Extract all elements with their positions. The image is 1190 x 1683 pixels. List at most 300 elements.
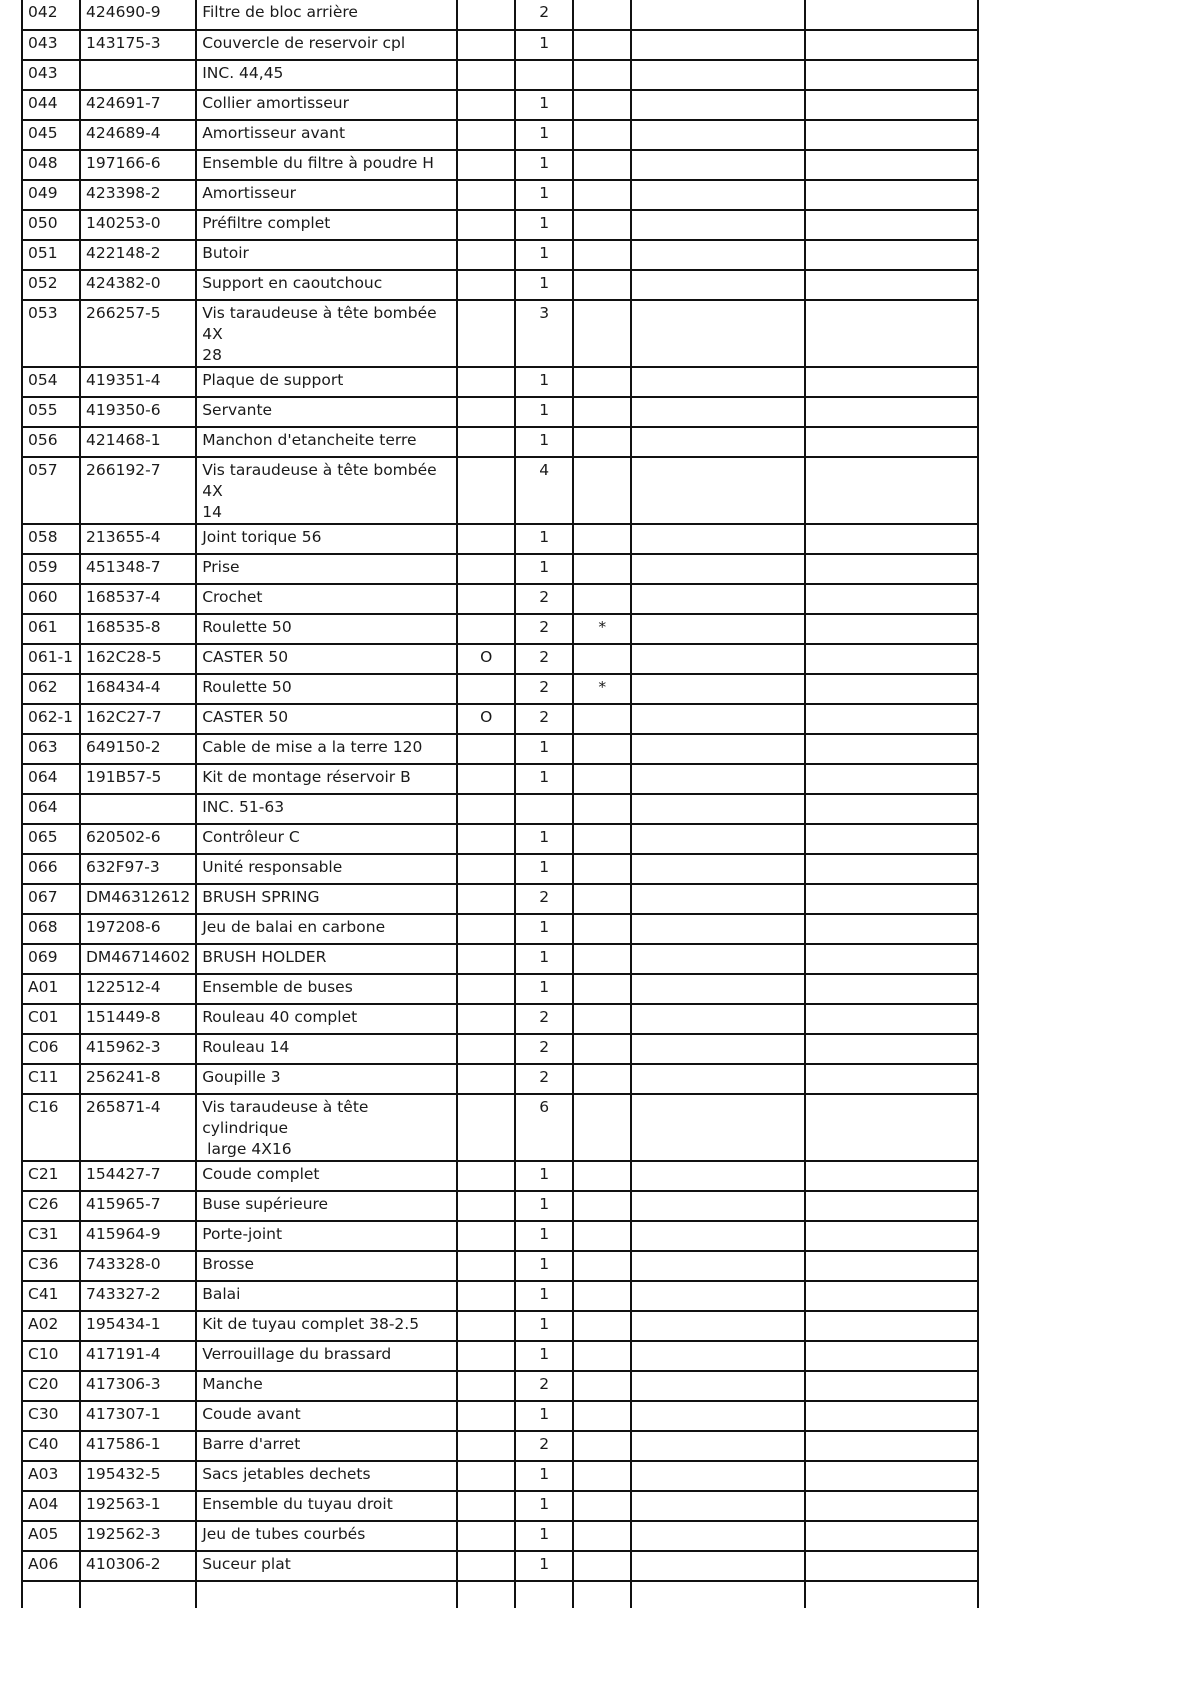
remarks-cell [805, 1161, 978, 1191]
part-number-cell: 266257-5 [80, 300, 196, 367]
quantity-cell: 4 [515, 457, 573, 524]
option-cell [457, 614, 515, 644]
marker-cell [573, 1064, 631, 1094]
marker-cell [573, 1161, 631, 1191]
description-cell: Préfiltre complet [196, 210, 457, 240]
table-row [22, 1521, 978, 1551]
quantity-cell: 1 [515, 270, 573, 300]
notes-cell [631, 734, 805, 764]
remarks-cell [805, 1281, 978, 1311]
item-number-cell: 045 [22, 120, 80, 150]
option-cell [457, 1371, 515, 1401]
option-cell [457, 1551, 515, 1581]
marker-cell [573, 1281, 631, 1311]
item-number-cell: A02 [22, 1311, 80, 1341]
description-cell: CASTER 50 [196, 704, 457, 734]
option-cell [457, 974, 515, 1004]
item-number-cell: C31 [22, 1221, 80, 1251]
remarks-cell [805, 1034, 978, 1064]
marker-cell [573, 427, 631, 457]
part-number-cell: 197208-6 [80, 914, 196, 944]
description-cell [196, 1581, 457, 1608]
table-row [22, 1034, 978, 1064]
description-cell: Support en caoutchouc [196, 270, 457, 300]
part-number-cell: 162C27-7 [80, 704, 196, 734]
notes-cell [631, 614, 805, 644]
part-number-cell: 162C28-5 [80, 644, 196, 674]
description-cell: Unité responsable [196, 854, 457, 884]
marker-cell [573, 180, 631, 210]
description-cell: Buse supérieure [196, 1191, 457, 1221]
marker-cell [573, 854, 631, 884]
table-row [22, 974, 978, 1004]
part-number-cell: 168537-4 [80, 584, 196, 614]
item-number-cell: 064 [22, 794, 80, 824]
remarks-cell [805, 1094, 978, 1161]
table-row [22, 1431, 978, 1461]
description-cell: INC. 51-63 [196, 794, 457, 824]
option-cell [457, 1034, 515, 1064]
marker-cell [573, 1521, 631, 1551]
table-row [22, 457, 978, 524]
item-number-cell: A06 [22, 1551, 80, 1581]
description-cell: Manchon d'etancheite terre [196, 427, 457, 457]
notes-cell [631, 1521, 805, 1551]
quantity-cell: 1 [515, 150, 573, 180]
part-number-cell: 192563-1 [80, 1491, 196, 1521]
marker-cell [573, 1431, 631, 1461]
table-row [22, 240, 978, 270]
marker-cell [573, 974, 631, 1004]
option-cell [457, 180, 515, 210]
quantity-cell: 2 [515, 614, 573, 644]
remarks-cell [805, 30, 978, 60]
quantity-cell: 2 [515, 1371, 573, 1401]
item-number-cell: C20 [22, 1371, 80, 1401]
marker-cell [573, 120, 631, 150]
table-row [22, 1581, 978, 1608]
description-cell: Sacs jetables dechets [196, 1461, 457, 1491]
description-cell: CASTER 50 [196, 644, 457, 674]
option-cell [457, 240, 515, 270]
quantity-cell: 1 [515, 1401, 573, 1431]
notes-cell [631, 644, 805, 674]
option-cell [457, 794, 515, 824]
option-cell [457, 1251, 515, 1281]
table-row [22, 1094, 978, 1161]
marker-cell [573, 1191, 631, 1221]
remarks-cell [805, 1551, 978, 1581]
table-row [22, 1461, 978, 1491]
notes-cell [631, 457, 805, 524]
option-cell [457, 150, 515, 180]
table-row [22, 180, 978, 210]
remarks-cell [805, 584, 978, 614]
option-cell [457, 427, 515, 457]
table-row [22, 674, 978, 704]
table-row [22, 1341, 978, 1371]
table-row [22, 1281, 978, 1311]
item-number-cell: C16 [22, 1094, 80, 1161]
description-cell: BRUSH HOLDER [196, 944, 457, 974]
description-cell: Manche [196, 1371, 457, 1401]
table-row [22, 210, 978, 240]
part-number-cell: 191B57-5 [80, 764, 196, 794]
table-row [22, 944, 978, 974]
marker-cell: * [573, 674, 631, 704]
quantity-cell: 6 [515, 1094, 573, 1161]
notes-cell [631, 524, 805, 554]
item-number-cell: 053 [22, 300, 80, 367]
option-cell [457, 1341, 515, 1371]
marker-cell [573, 824, 631, 854]
part-number-cell: 213655-4 [80, 524, 196, 554]
item-number-cell: 068 [22, 914, 80, 944]
part-number-cell: 168434-4 [80, 674, 196, 704]
remarks-cell [805, 944, 978, 974]
item-number-cell: 064 [22, 764, 80, 794]
description-cell: Crochet [196, 584, 457, 614]
description-cell: Couvercle de reservoir cpl [196, 30, 457, 60]
remarks-cell [805, 854, 978, 884]
table-row [22, 1251, 978, 1281]
marker-cell [573, 554, 631, 584]
marker-cell [573, 90, 631, 120]
notes-cell [631, 1581, 805, 1608]
quantity-cell: 1 [515, 240, 573, 270]
marker-cell [573, 1221, 631, 1251]
description-cell: Balai [196, 1281, 457, 1311]
quantity-cell: 1 [515, 1161, 573, 1191]
parts-list-table [21, 0, 979, 1608]
remarks-cell [805, 397, 978, 427]
marker-cell [573, 884, 631, 914]
notes-cell [631, 1491, 805, 1521]
option-cell [457, 884, 515, 914]
part-number-cell: 151449-8 [80, 1004, 196, 1034]
table-row [22, 884, 978, 914]
quantity-cell: 1 [515, 1491, 573, 1521]
description-cell: Coude avant [196, 1401, 457, 1431]
part-number-cell: 417586-1 [80, 1431, 196, 1461]
description-cell: Collier amortisseur [196, 90, 457, 120]
part-number-cell: 424382-0 [80, 270, 196, 300]
remarks-cell [805, 764, 978, 794]
item-number-cell: C40 [22, 1431, 80, 1461]
notes-cell [631, 974, 805, 1004]
notes-cell [631, 1221, 805, 1251]
quantity-cell: 2 [515, 1064, 573, 1094]
notes-cell [631, 30, 805, 60]
table-row [22, 704, 978, 734]
notes-cell [631, 120, 805, 150]
table-row [22, 1004, 978, 1034]
notes-cell [631, 60, 805, 90]
table-row [22, 794, 978, 824]
remarks-cell [805, 1401, 978, 1431]
remarks-cell [805, 1431, 978, 1461]
remarks-cell [805, 1064, 978, 1094]
quantity-cell [515, 794, 573, 824]
description-cell: BRUSH SPRING [196, 884, 457, 914]
table-row [22, 764, 978, 794]
remarks-cell [805, 210, 978, 240]
notes-cell [631, 240, 805, 270]
remarks-cell [805, 884, 978, 914]
part-number-cell: 192562-3 [80, 1521, 196, 1551]
part-number-cell: 410306-2 [80, 1551, 196, 1581]
option-cell [457, 270, 515, 300]
marker-cell [573, 457, 631, 524]
table-row [22, 914, 978, 944]
marker-cell [573, 397, 631, 427]
quantity-cell: 1 [515, 524, 573, 554]
description-cell: Plaque de support [196, 367, 457, 397]
table-row [22, 367, 978, 397]
remarks-cell [805, 60, 978, 90]
notes-cell [631, 1094, 805, 1161]
marker-cell [573, 367, 631, 397]
part-number-cell: 415964-9 [80, 1221, 196, 1251]
part-number-cell: 417307-1 [80, 1401, 196, 1431]
marker-cell [573, 764, 631, 794]
option-cell [457, 60, 515, 90]
table-row [22, 90, 978, 120]
description-cell: Rouleau 40 complet [196, 1004, 457, 1034]
quantity-cell: 1 [515, 1311, 573, 1341]
table-row [22, 1401, 978, 1431]
item-number-cell [22, 1581, 80, 1608]
notes-cell [631, 1341, 805, 1371]
description-cell: Barre d'arret [196, 1431, 457, 1461]
option-cell [457, 30, 515, 60]
part-number-cell: 632F97-3 [80, 854, 196, 884]
part-number-cell: 649150-2 [80, 734, 196, 764]
table-row [22, 824, 978, 854]
notes-cell [631, 1401, 805, 1431]
notes-cell [631, 1371, 805, 1401]
quantity-cell: 3 [515, 300, 573, 367]
remarks-cell [805, 674, 978, 704]
item-number-cell: 052 [22, 270, 80, 300]
marker-cell [573, 210, 631, 240]
option-cell [457, 1064, 515, 1094]
notes-cell [631, 704, 805, 734]
option-cell: O [457, 704, 515, 734]
part-number-cell: 195434-1 [80, 1311, 196, 1341]
item-number-cell: 043 [22, 60, 80, 90]
notes-cell [631, 884, 805, 914]
item-number-cell: 050 [22, 210, 80, 240]
remarks-cell [805, 734, 978, 764]
table-row [22, 854, 978, 884]
table-row [22, 554, 978, 584]
remarks-cell [805, 0, 978, 30]
table-row [22, 1491, 978, 1521]
remarks-cell [805, 794, 978, 824]
remarks-cell [805, 1341, 978, 1371]
item-number-cell: 066 [22, 854, 80, 884]
description-cell: Cable de mise a la terre 120 [196, 734, 457, 764]
quantity-cell: 2 [515, 1034, 573, 1064]
option-cell [457, 1191, 515, 1221]
remarks-cell [805, 240, 978, 270]
table-row [22, 60, 978, 90]
notes-cell [631, 554, 805, 584]
marker-cell [573, 1311, 631, 1341]
remarks-cell [805, 120, 978, 150]
description-cell: Roulette 50 [196, 674, 457, 704]
marker-cell [573, 734, 631, 764]
marker-cell [573, 240, 631, 270]
quantity-cell: 1 [515, 1461, 573, 1491]
option-cell [457, 457, 515, 524]
description-cell: Amortisseur avant [196, 120, 457, 150]
description-cell: Porte-joint [196, 1221, 457, 1251]
marker-cell [573, 1251, 631, 1281]
remarks-cell [805, 704, 978, 734]
quantity-cell: 1 [515, 944, 573, 974]
part-number-cell: 140253-0 [80, 210, 196, 240]
option-cell [457, 1581, 515, 1608]
remarks-cell [805, 524, 978, 554]
description-cell: Kit de tuyau complet 38-2.5 [196, 1311, 457, 1341]
description-cell: Ensemble du filtre à poudre H [196, 150, 457, 180]
remarks-cell [805, 1461, 978, 1491]
table-row [22, 30, 978, 60]
description-cell: Rouleau 14 [196, 1034, 457, 1064]
notes-cell [631, 367, 805, 397]
marker-cell [573, 1004, 631, 1034]
remarks-cell [805, 554, 978, 584]
option-cell [457, 734, 515, 764]
remarks-cell [805, 150, 978, 180]
option-cell [457, 1491, 515, 1521]
item-number-cell: 058 [22, 524, 80, 554]
description-cell: Vis taraudeuse à tête bombée 4X 28 [196, 300, 457, 367]
table-row [22, 270, 978, 300]
item-number-cell: C11 [22, 1064, 80, 1094]
marker-cell [573, 0, 631, 30]
item-number-cell: 061 [22, 614, 80, 644]
notes-cell [631, 210, 805, 240]
quantity-cell: 1 [515, 120, 573, 150]
remarks-cell [805, 300, 978, 367]
option-cell [457, 1004, 515, 1034]
option-cell [457, 854, 515, 884]
item-number-cell: 060 [22, 584, 80, 614]
item-number-cell: C01 [22, 1004, 80, 1034]
part-number-cell [80, 794, 196, 824]
table-row [22, 150, 978, 180]
marker-cell [573, 914, 631, 944]
remarks-cell [805, 367, 978, 397]
quantity-cell: 1 [515, 974, 573, 1004]
quantity-cell: 1 [515, 210, 573, 240]
option-cell [457, 120, 515, 150]
item-number-cell: C10 [22, 1341, 80, 1371]
part-number-cell: 419351-4 [80, 367, 196, 397]
part-number-cell: 417191-4 [80, 1341, 196, 1371]
table-row [22, 1221, 978, 1251]
part-number-cell: 143175-3 [80, 30, 196, 60]
notes-cell [631, 0, 805, 30]
quantity-cell: 1 [515, 180, 573, 210]
option-cell [457, 584, 515, 614]
option-cell [457, 674, 515, 704]
notes-cell [631, 1311, 805, 1341]
notes-cell [631, 854, 805, 884]
remarks-cell [805, 90, 978, 120]
quantity-cell: 1 [515, 427, 573, 457]
description-cell: Ensemble du tuyau droit [196, 1491, 457, 1521]
notes-cell [631, 584, 805, 614]
parts-list-body [22, 0, 978, 1608]
item-number-cell: 061-1 [22, 644, 80, 674]
table-row [22, 1064, 978, 1094]
quantity-cell: 1 [515, 90, 573, 120]
remarks-cell [805, 1191, 978, 1221]
option-cell [457, 367, 515, 397]
option-cell [457, 300, 515, 367]
item-number-cell: 062-1 [22, 704, 80, 734]
table-row [22, 584, 978, 614]
notes-cell [631, 1281, 805, 1311]
marker-cell [573, 704, 631, 734]
description-cell: Contrôleur C [196, 824, 457, 854]
part-number-cell: 417306-3 [80, 1371, 196, 1401]
remarks-cell [805, 1251, 978, 1281]
notes-cell [631, 180, 805, 210]
part-number-cell: 265871-4 [80, 1094, 196, 1161]
remarks-cell [805, 614, 978, 644]
item-number-cell: A04 [22, 1491, 80, 1521]
description-cell: Prise [196, 554, 457, 584]
item-number-cell: 049 [22, 180, 80, 210]
notes-cell [631, 1004, 805, 1034]
table-row [22, 524, 978, 554]
description-cell: Verrouillage du brassard [196, 1341, 457, 1371]
option-cell [457, 1521, 515, 1551]
item-number-cell: 043 [22, 30, 80, 60]
remarks-cell [805, 1491, 978, 1521]
option-cell [457, 1431, 515, 1461]
table-row [22, 614, 978, 644]
quantity-cell: 1 [515, 824, 573, 854]
description-cell: Ensemble de buses [196, 974, 457, 1004]
item-number-cell: 044 [22, 90, 80, 120]
description-cell: Goupille 3 [196, 1064, 457, 1094]
part-number-cell: 620502-6 [80, 824, 196, 854]
marker-cell [573, 300, 631, 367]
remarks-cell [805, 270, 978, 300]
notes-cell [631, 90, 805, 120]
marker-cell: * [573, 614, 631, 644]
quantity-cell: 1 [515, 397, 573, 427]
item-number-cell: C26 [22, 1191, 80, 1221]
option-cell [457, 1461, 515, 1491]
item-number-cell: 051 [22, 240, 80, 270]
part-number-cell: 195432-5 [80, 1461, 196, 1491]
marker-cell [573, 1551, 631, 1581]
option-cell [457, 1094, 515, 1161]
marker-cell [573, 1491, 631, 1521]
remarks-cell [805, 180, 978, 210]
remarks-cell [805, 457, 978, 524]
part-number-cell: 424691-7 [80, 90, 196, 120]
marker-cell [573, 1371, 631, 1401]
marker-cell [573, 1461, 631, 1491]
